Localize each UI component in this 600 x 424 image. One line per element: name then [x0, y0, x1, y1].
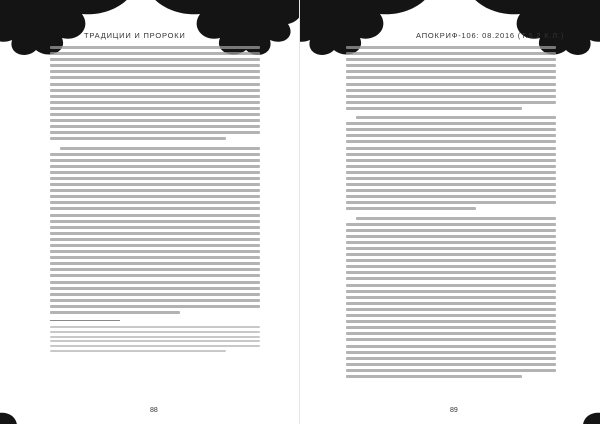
- corner-flourish-ornament-icon: [0, 375, 95, 424]
- page-number: 89: [450, 407, 458, 414]
- running-head: АПОКРИФ-106: 08.2016 (Т.5.2 К.Л.): [416, 31, 565, 40]
- right-page: [300, 0, 600, 424]
- footnotes: [50, 326, 260, 352]
- body-text: [50, 46, 260, 355]
- footnote-rule: [50, 320, 120, 321]
- body-text: [346, 46, 556, 381]
- corner-flourish-ornament-icon: [505, 375, 600, 424]
- page-number: 88: [150, 407, 158, 414]
- running-head: ТРАДИЦИИ И ПРОРОКИ: [84, 31, 186, 40]
